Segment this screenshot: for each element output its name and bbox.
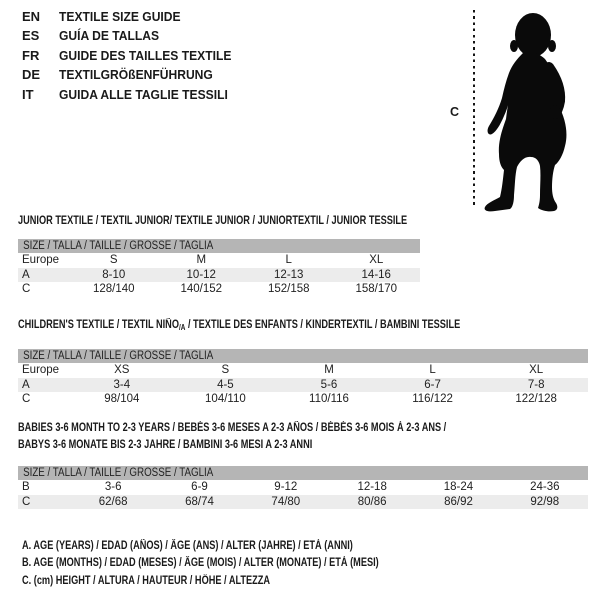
table-row-age bbox=[18, 268, 420, 283]
size-cell: L bbox=[429, 364, 436, 377]
size-cell: 3-6 bbox=[104, 481, 122, 494]
lang-code: FR bbox=[22, 47, 40, 63]
row-label: Europe bbox=[22, 364, 60, 377]
baby-silhouette-icon bbox=[483, 5, 593, 215]
size-cell: 18-24 bbox=[443, 481, 474, 494]
size-cell: 158/170 bbox=[355, 283, 398, 296]
size-cell: 98/104 bbox=[104, 393, 140, 406]
table-header-label: SIZE / TALLA / TAILLE / GRÖSSE / TAGLIA bbox=[23, 240, 214, 252]
size-cell: 3-4 bbox=[113, 378, 131, 391]
height-label: C bbox=[450, 105, 460, 119]
language-list bbox=[22, 9, 244, 106]
size-cell: 24-36 bbox=[530, 481, 560, 494]
table-row-height bbox=[18, 495, 588, 510]
lang-title: GUIDA ALLE TAGLIE TESSILI bbox=[59, 86, 228, 102]
lang-title: TEXTILE SIZE GUIDE bbox=[59, 9, 181, 24]
size-cell: 14-16 bbox=[361, 268, 391, 281]
size-cell: 6-7 bbox=[424, 378, 441, 391]
table-row-height bbox=[18, 392, 588, 407]
size-cell: 92/98 bbox=[530, 495, 560, 508]
size-cell: 12-13 bbox=[274, 268, 304, 281]
table-row-months bbox=[18, 480, 588, 495]
row-label: Europe bbox=[22, 254, 60, 267]
section-title-babies-line1: BABIES 3-6 MONTH TO 2-3 YEARS / BEBÉS 3-6 MESES A 2-3 AÑOS / BÉBÉS 3-6 MOIS À 2-3 ANS / bbox=[18, 422, 447, 434]
lang-row-es bbox=[22, 28, 244, 47]
row-label: C bbox=[22, 495, 31, 508]
row-label: A bbox=[22, 378, 30, 391]
lang-title: TEXTILGRÖßENFÜHRUNG bbox=[59, 67, 213, 83]
size-cell: 4-5 bbox=[217, 378, 234, 391]
size-table-children bbox=[18, 349, 588, 407]
size-cell: 128/140 bbox=[92, 283, 135, 296]
section-title-junior: JUNIOR TEXTILE / TEXTIL JUNIOR/ TEXTILE JUNIOR / JUNIORTEXTIL / JUNIOR TESSILE bbox=[18, 215, 408, 227]
size-cell: 6-9 bbox=[191, 481, 208, 494]
size-cell: 62/68 bbox=[98, 495, 128, 508]
size-cell: M bbox=[324, 364, 334, 377]
row-label: C bbox=[22, 283, 31, 296]
note-height: C. (cm) HEIGHT / ALTURA / HAUTEUR / HÖHE / ALTEZZA bbox=[22, 574, 271, 587]
lang-row-de bbox=[22, 67, 244, 86]
row-label: B bbox=[22, 481, 30, 494]
size-cell: 5-6 bbox=[320, 378, 338, 391]
size-cell: 12-18 bbox=[357, 481, 387, 494]
size-table-junior bbox=[18, 239, 420, 297]
size-cell: 9-12 bbox=[274, 481, 298, 494]
lang-row-it bbox=[22, 87, 244, 106]
table-row-europe bbox=[18, 363, 588, 378]
size-cell: 152/158 bbox=[267, 283, 310, 296]
size-cell: 140/152 bbox=[180, 283, 223, 296]
footnotes bbox=[22, 538, 468, 590]
row-label: A bbox=[22, 268, 30, 281]
lang-code: EN bbox=[22, 9, 41, 24]
table-header-label: SIZE / TALLA / TAILLE / GRÖSSE / TAGLIA bbox=[23, 467, 214, 479]
size-cell: L bbox=[285, 254, 292, 267]
section-title-babies-line2: BABYS 3-6 MONATE BIS 2-3 JAHRE / BAMBINI 3-6 MESI A 2-3 ANNI bbox=[18, 438, 313, 451]
table-header-bar bbox=[18, 349, 588, 363]
size-cell: M bbox=[196, 254, 207, 267]
table-row-age bbox=[18, 378, 588, 393]
row-label: C bbox=[22, 393, 31, 406]
size-cell: 122/128 bbox=[515, 393, 557, 406]
size-cell: 10-12 bbox=[186, 268, 216, 281]
lang-code: IT bbox=[22, 86, 34, 102]
size-cell: 110/116 bbox=[309, 393, 349, 406]
lang-row-fr bbox=[22, 48, 244, 67]
section-title-children bbox=[18, 319, 460, 332]
section-title-children-sub: /A bbox=[178, 323, 186, 332]
size-table-babies bbox=[18, 466, 588, 509]
section-title-children-post: / TEXTILE DES ENFANTS / KINDERTEXTIL / BAMBINI TESSILE bbox=[185, 319, 461, 331]
height-dotted-line bbox=[473, 10, 475, 207]
size-cell: 74/80 bbox=[271, 495, 301, 508]
size-cell: S bbox=[109, 254, 118, 267]
size-cell: 104/110 bbox=[205, 393, 246, 406]
size-cell: 8-10 bbox=[102, 268, 126, 281]
lang-code: ES bbox=[22, 28, 40, 44]
size-cell: XS bbox=[114, 364, 130, 377]
note-age-years: A. AGE (YEARS) / EDAD (AÑOS) / ÂGE (ANS) / ALTER (JAHRE) / ETÀ (ANNI) bbox=[22, 540, 353, 552]
table-header-bar bbox=[18, 466, 588, 480]
lang-code: DE bbox=[22, 67, 41, 83]
table-header-label: SIZE / TALLA / TAILLE / GRÖSSE / TAGLIA bbox=[23, 350, 214, 362]
size-cell: 86/92 bbox=[444, 495, 473, 508]
section-title-babies bbox=[18, 420, 446, 453]
size-cell: XL bbox=[369, 254, 384, 267]
size-cell: 68/74 bbox=[185, 495, 214, 508]
table-row-height bbox=[18, 282, 420, 297]
size-cell: 7-8 bbox=[527, 378, 545, 391]
lang-row-en bbox=[22, 9, 244, 28]
table-header-bar bbox=[18, 239, 420, 253]
size-cell: XL bbox=[529, 364, 544, 377]
lang-title: GUÍA DE TALLAS bbox=[59, 28, 160, 44]
section-title-children-pre: CHILDREN'S TEXTILE / TEXTIL NIÑO bbox=[18, 319, 179, 331]
size-cell: 80/86 bbox=[357, 495, 387, 508]
note-age-months: B. AGE (MONTHS) / EDAD (MESES) / ÂGE (MOIS) / ALTER (MONATE) / ETÀ (MESI) bbox=[22, 557, 379, 570]
lang-title: GUIDE DES TAILLES TEXTILE bbox=[59, 47, 232, 63]
table-row-europe bbox=[18, 253, 420, 268]
size-cell: 116/122 bbox=[412, 393, 453, 406]
size-cell: S bbox=[221, 364, 230, 377]
